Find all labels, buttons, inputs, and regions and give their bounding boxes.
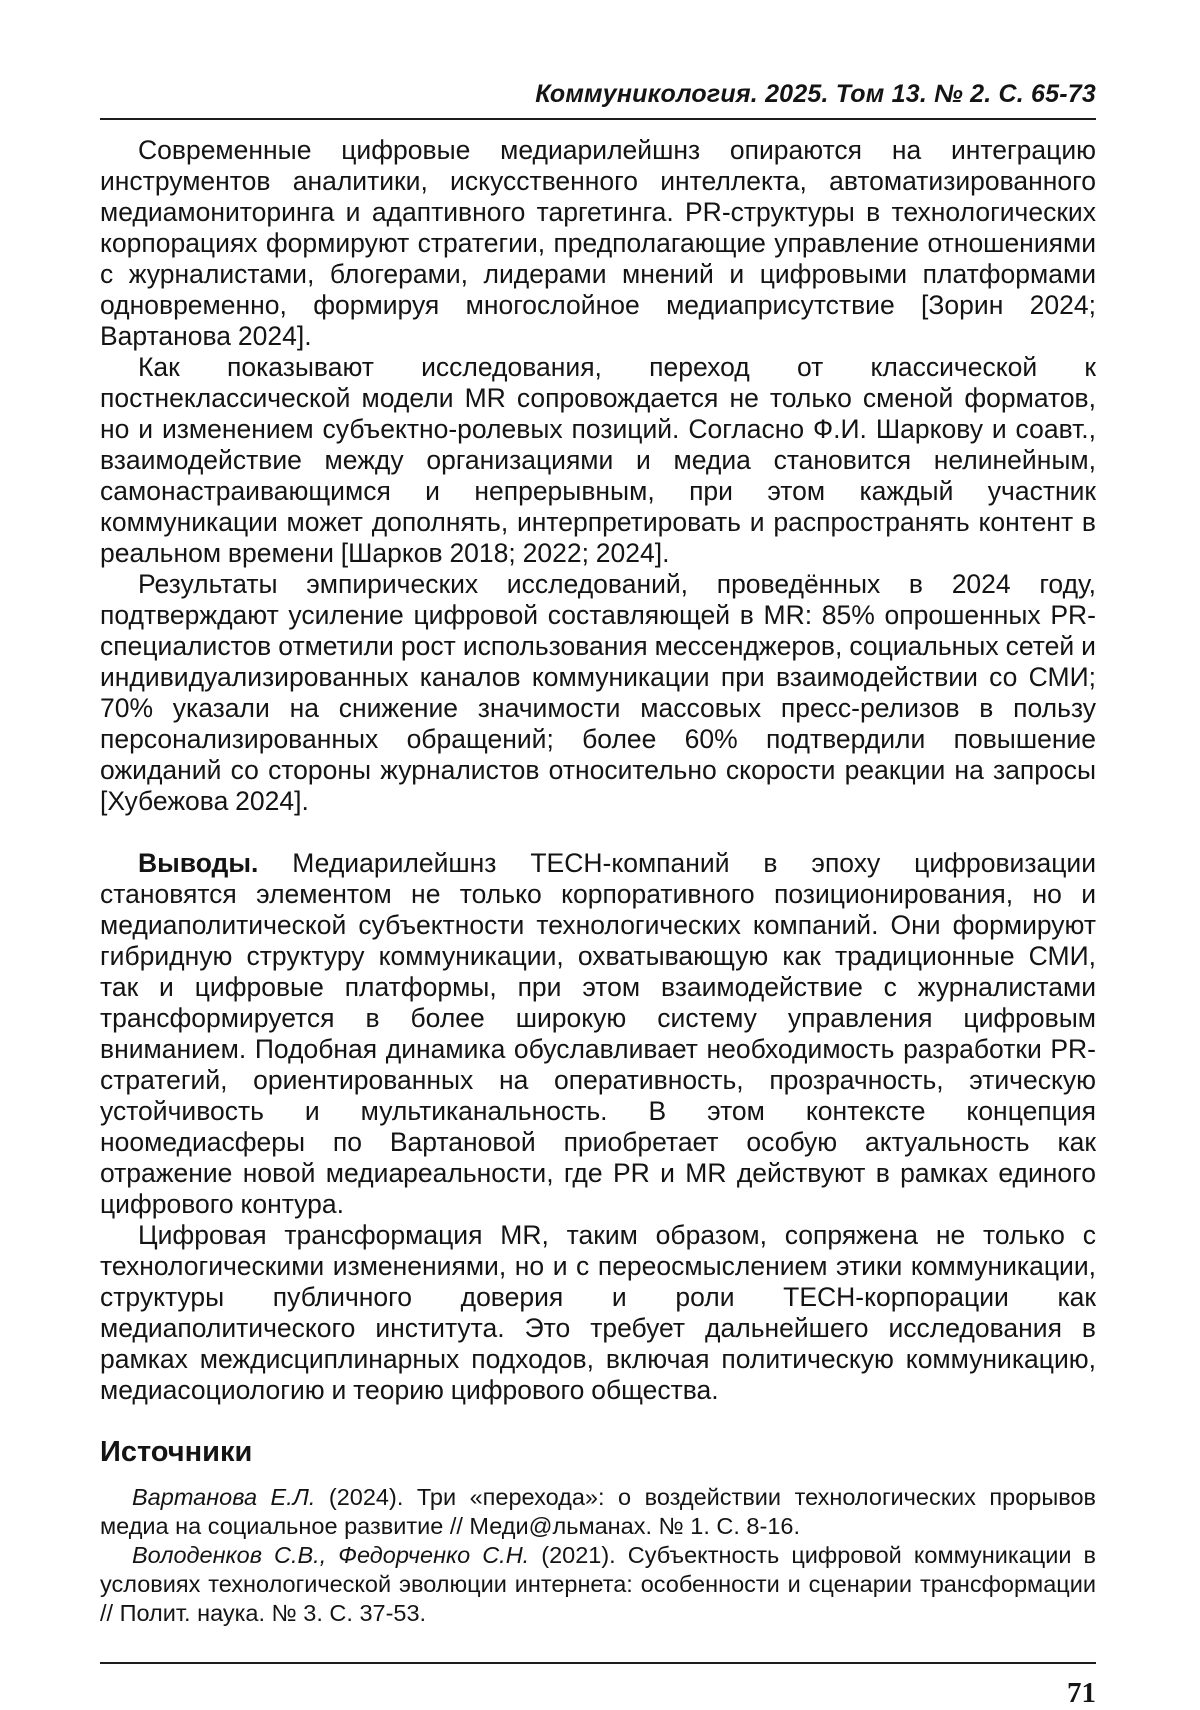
body-paragraph-1: Современные цифровые медиарилейшнз опираются на интеграцию инструментов аналитики, искусственного интеллекта, автоматизированного медиамониторинга и адаптивного таргетинга. PR-структуры в технологических корпорациях формируют стратегии, предполагающие управление отношениями с журналистами, блогерами, лидерами мнений и цифровыми платформами одновременно, формируя многослойное медиаприсутствие [Зорин 2024; Вартанова 2024]. bbox=[100, 135, 1096, 351]
body-paragraph-3: Результаты эмпирических исследований, проведённых в 2024 году, подтверждают усиление цифровой составляющей в MR: 85% опрошенных PR-специалистов отметили рост использования мессенджеров, социальных сетей и индивидуализированных каналов коммуникации при взаимодействии со СМИ; 70% указали на снижение значимости массовых пресс-релизов в пользу персонализированных обращений; более 60% подтвердили повышение ожиданий со стороны журналистов относительно скорости реакции на запросы [Хубежова 2024]. bbox=[100, 569, 1096, 816]
header-rule bbox=[100, 118, 1096, 120]
reference-2-text: (2021). Субъектность цифровой коммуникации в условиях технологической эволюции интернета: особенности и сценарии трансформации // Полит. наука. № 3. С. 37-53. bbox=[100, 1542, 1096, 1626]
conclusions-paragraph bbox=[100, 848, 1096, 1220]
footer-rule bbox=[100, 1662, 1096, 1664]
reference-item-2 bbox=[100, 1541, 1096, 1628]
page-number: 71 bbox=[1067, 1677, 1096, 1709]
reference-item-1 bbox=[100, 1483, 1096, 1541]
body-paragraph-2: Как показывают исследования, переход от классической к постнеклассической модели MR сопровождается не только сменой форматов, но и изменением субъектно-ролевых позиций. Согласно Ф.И. Шаркову и соавт., взаимодействие между организациями и медиа становится нелинейным, самонастраивающимся и непрерывным, при этом каждый участник коммуникации может дополнять, интерпретировать и распространять контент в реальном времени [Шарков 2018; 2022; 2024]. bbox=[100, 352, 1096, 568]
conclusions-lead-label: Выводы. bbox=[138, 848, 259, 878]
reference-1-authors: Вартанова Е.Л. bbox=[132, 1484, 316, 1510]
conclusions-text: Медиарилейшнз TECH-компаний в эпоху цифровизации становятся элементом не только корпоративного позиционирования, но и медиаполитической субъектности технологических компаний. Они формируют гибридную структуру коммуникации, охватывающую как традиционные СМИ, так и цифровые платформы, при этом взаимодействие с журналистами трансформируется в более широкую систему управления цифровым вниманием. Подобная динамика обуславливает необходимость разработки PR-стратегий, ориентированных на оперативность, прозрачность, этическую устойчивость и мультиканальность. В этом контексте концепция ноомедиасферы по Вартановой приобретает особую актуальность как отражение новой медиареальности, где PR и MR действуют в рамках единого цифрового контура. bbox=[100, 848, 1096, 1219]
journal-running-head: Коммуникология. 2025. Том 13. № 2. С. 65-73 bbox=[535, 80, 1096, 108]
closing-paragraph: Цифровая трансформация MR, таким образом, сопряжена не только с технологическими изменениями, но и с переосмыслением этики коммуникации, структуры публичного доверия и роли TECH-корпорации как медиаполитического института. Это требует дальнейшего исследования в рамках междисциплинарных подходов, включая политическую коммуникацию, медиасоциологию и теорию цифрового общества. bbox=[100, 1220, 1096, 1405]
sources-heading: Источники bbox=[100, 1436, 253, 1468]
reference-1-text: (2024). Три «перехода»: о воздействии технологических прорывов медиа на социальное развитие // Меди@льманах. № 1. С. 8-16. bbox=[100, 1484, 1096, 1539]
reference-2-authors: Володенков С.В., Федорченко С.Н. bbox=[132, 1542, 530, 1568]
